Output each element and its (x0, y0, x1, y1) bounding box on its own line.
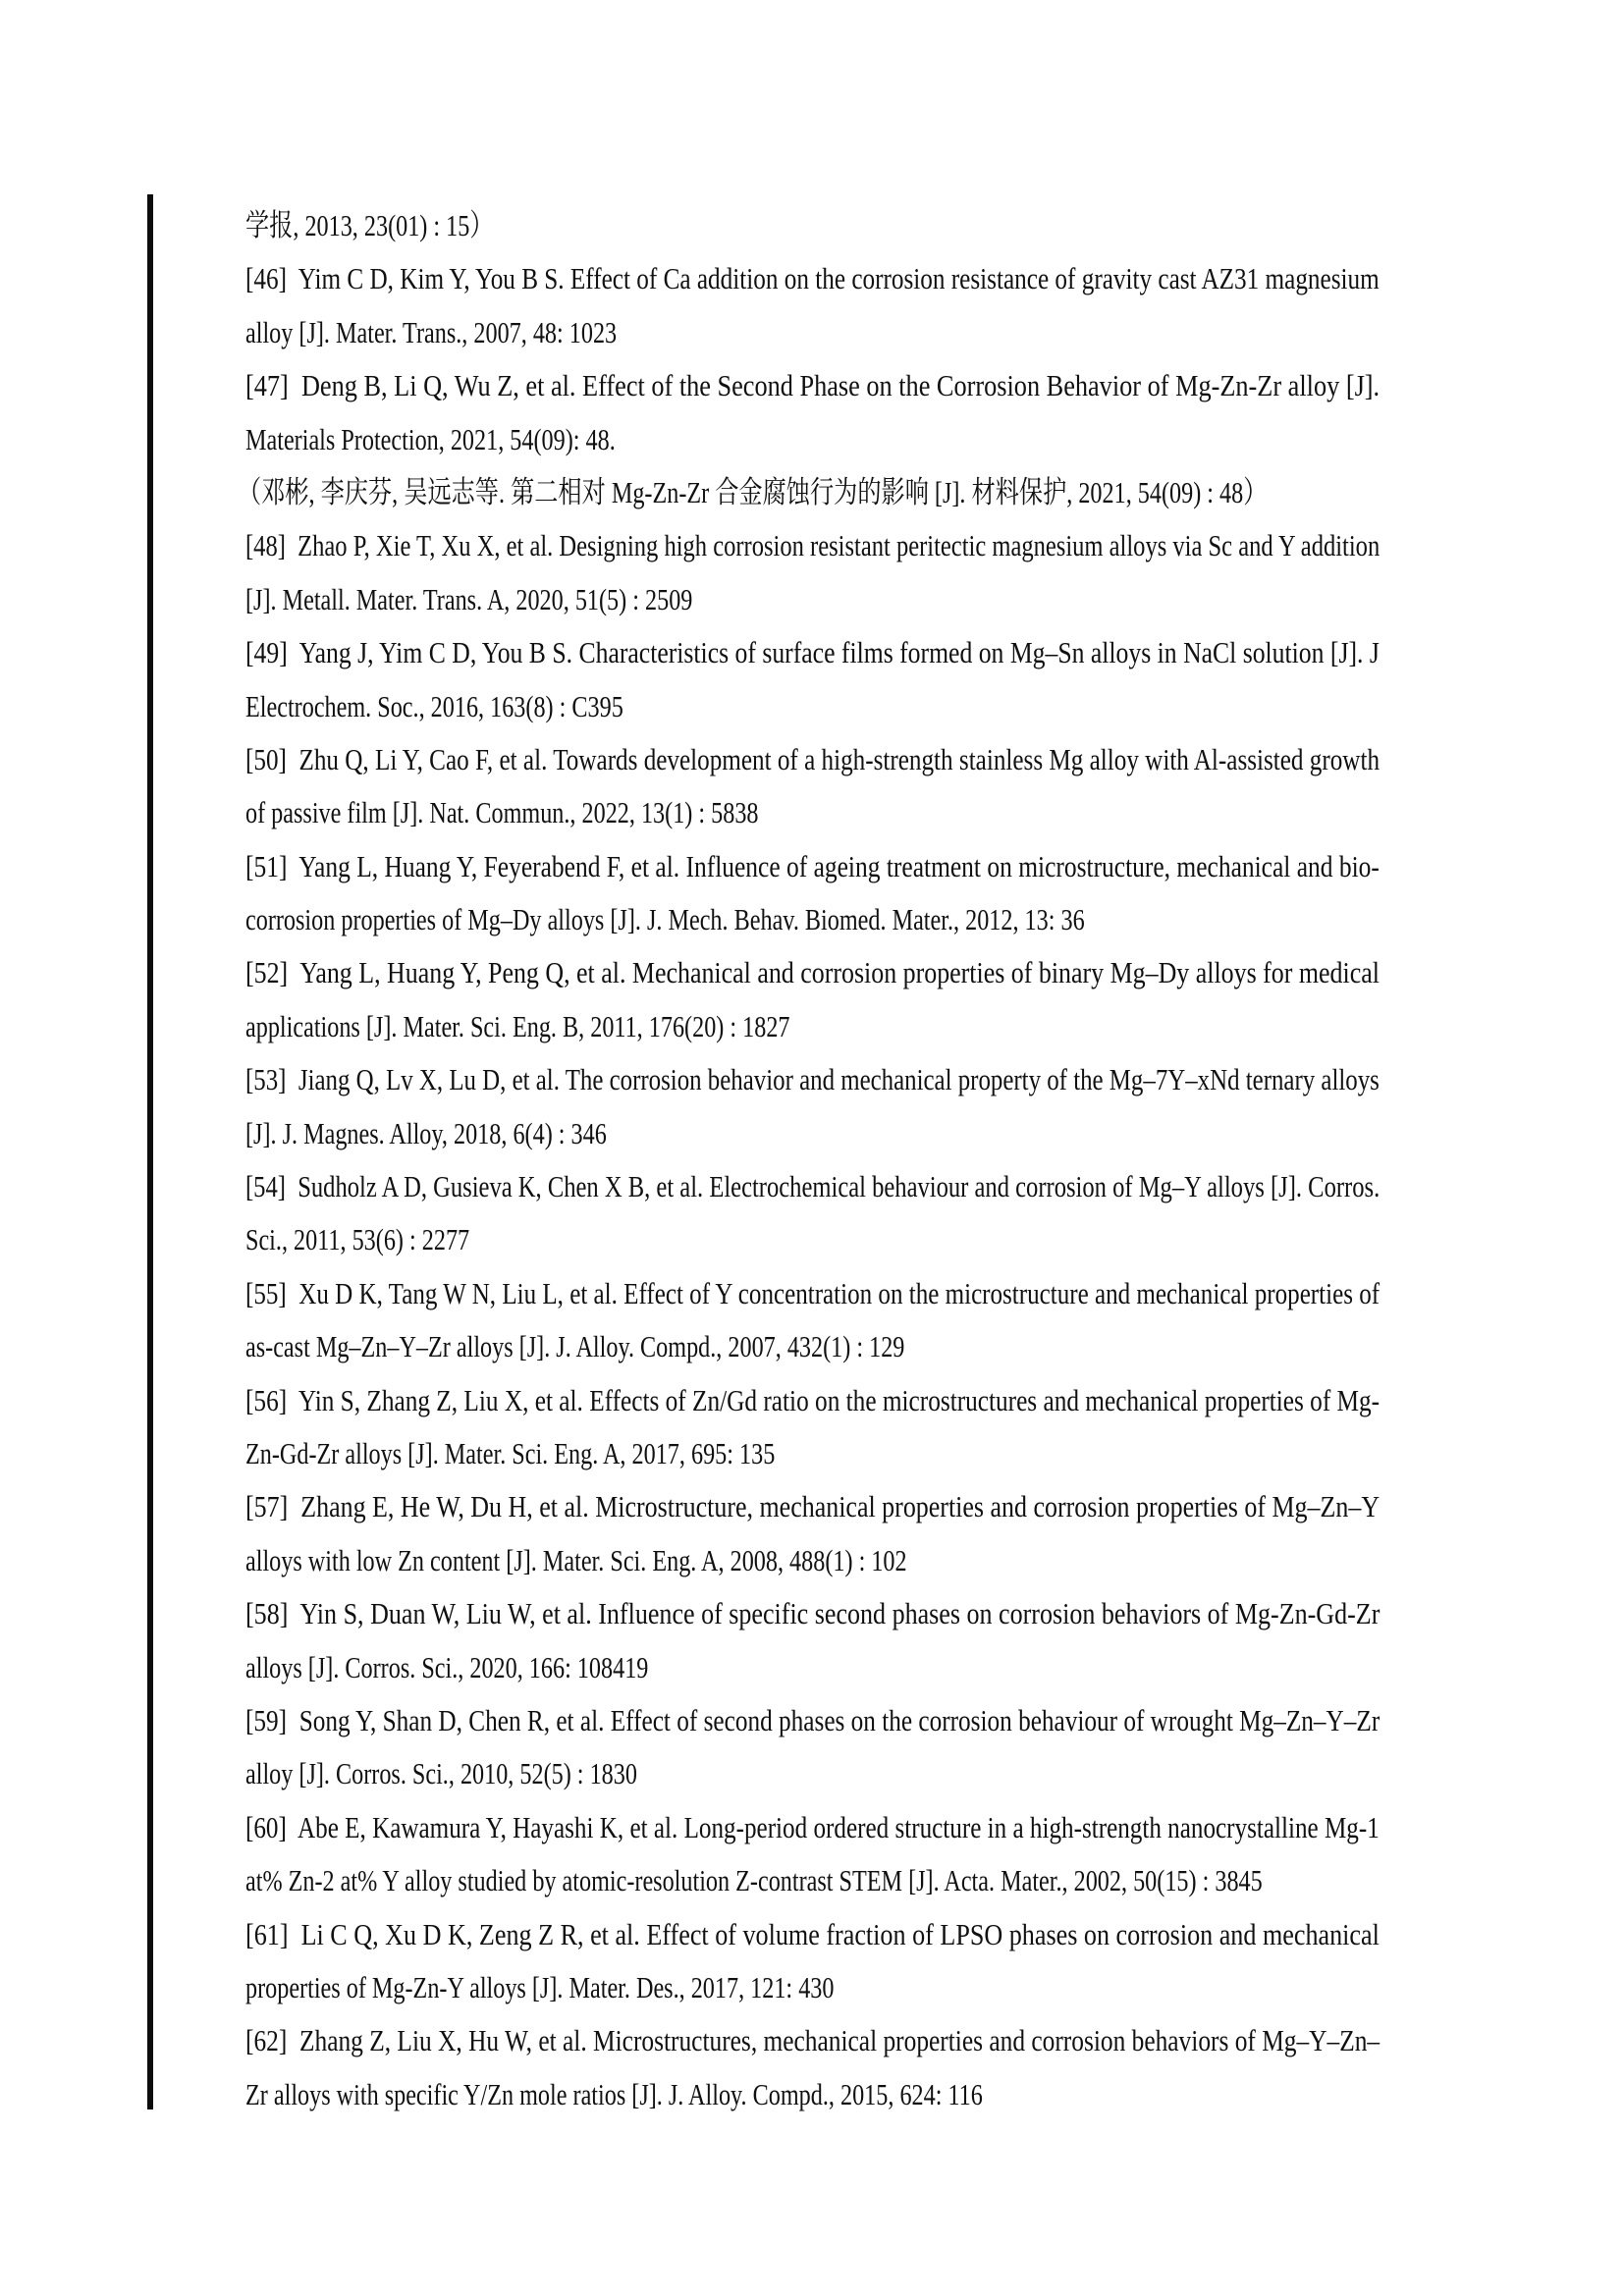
reference-line: [59] Song Y, Shan D, Chen R, et al. Effect of second phases on the corrosion behaviour of wrought Mg–Zn–Y–Zr (245, 1702, 1380, 1737)
reference-line: [60] Abe E, Kawamura Y, Hayashi K, et al. Long-period ordered structure in a high-strength nanocrystalline Mg-1 (245, 1809, 1380, 1844)
reference-line: alloys [J]. Corros. Sci., 2020, 166: 108419 (245, 1649, 649, 1684)
reference-line: alloy [J]. Mater. Trans., 2007, 48: 1023 (245, 314, 618, 349)
reference-line: properties of Mg-Zn-Y alloys [J]. Mater. Des., 2017, 121: 430 (245, 1969, 835, 2004)
references-text (238, 199, 1380, 2121)
left-margin-rule (147, 194, 153, 2109)
reference-line: 学报, 2013, 23(01) : 15） (245, 208, 494, 242)
reference-line: [57] Zhang E, He W, Du H, et al. Microstructure, mechanical properties and corrosion properties of Mg–Zn–Y (245, 1489, 1380, 1524)
reference-line: Materials Protection, 2021, 54(09): 48. (245, 421, 616, 456)
reference-line: [47] Deng B, Li Q, Wu Z, et al. Effect of the Second Phase on the Corrosion Behavior of Mg-Zn-Zr alloy [J]. (245, 368, 1380, 403)
reference-line: [56] Yin S, Zhang Z, Liu X, et al. Effects of Zn/Gd ratio on the microstructures and mechanical properties of Mg- (245, 1382, 1380, 1417)
reference-line: [61] Li C Q, Xu D K, Zeng Z R, et al. Effect of volume fraction of LPSO phases on corrosion and mechanical (245, 1916, 1380, 1951)
reference-line: [46] Yim C D, Kim Y, You B S. Effect of Ca addition on the corrosion resistance of gravity cast AZ31 magnesium (245, 261, 1380, 296)
reference-line: （邓彬, 李庆芬, 吴远志等. 第二相对 Mg-Zn-Zr 合金腐蚀行为的影响 [J]. 材料保护, 2021, 54(09) : 48） (238, 474, 1268, 509)
reference-line: at% Zn-2 at% Y alloy studied by atomic-resolution Z-contrast STEM [J]. Acta. Mater., 2002, 50(15) : 3845 (245, 1863, 1263, 1898)
reference-line: [62] Zhang Z, Liu X, Hu W, et al. Microstructures, mechanical properties and corrosion behaviors of Mg–Y–Zn– (245, 2023, 1380, 2058)
reference-line: [J]. Metall. Mater. Trans. A, 2020, 51(5) : 2509 (245, 581, 693, 616)
reference-line: alloy [J]. Corros. Sci., 2010, 52(5) : 1830 (245, 1756, 637, 1791)
reference-line: of passive film [J]. Nat. Commun., 2022, 13(1) : 5838 (245, 795, 759, 830)
reference-line: Zr alloys with specific Y/Zn mole ratios [J]. J. Alloy. Compd., 2015, 624: 116 (245, 2076, 983, 2111)
reference-line: applications [J]. Mater. Sci. Eng. B, 2011, 176(20) : 1827 (245, 1008, 790, 1043)
reference-line: as-cast Mg–Zn–Y–Zr alloys [J]. J. Alloy. Compd., 2007, 432(1) : 129 (245, 1329, 905, 1364)
reference-line: [55] Xu D K, Tang W N, Liu L, et al. Effect of Y concentration on the microstructure and mechanical properties of (245, 1275, 1380, 1310)
reference-line: alloys with low Zn content [J]. Mater. Sci. Eng. A, 2008, 488(1) : 102 (245, 1542, 907, 1577)
reference-line: [51] Yang L, Huang Y, Feyerabend F, et al. Influence of ageing treatment on microstructure, mechanical and bio- (245, 848, 1380, 883)
reference-line: corrosion properties of Mg–Dy alloys [J]. J. Mech. Behav. Biomed. Mater., 2012, 13: 36 (245, 902, 1085, 937)
reference-line: [J]. J. Magnes. Alloy, 2018, 6(4) : 346 (245, 1115, 607, 1150)
reference-line: Sci., 2011, 53(6) : 2277 (245, 1222, 470, 1257)
reference-line: [48] Zhao P, Xie T, Xu X, et al. Designing high corrosion resistant peritectic magnesium alloys via Sc and Y addition (245, 528, 1380, 563)
reference-line: [53] Jiang Q, Lv X, Lu D, et al. The corrosion behavior and mechanical property of the Mg–7Y–xNd ternary alloys (245, 1062, 1380, 1097)
reference-line: [58] Yin S, Duan W, Liu W, et al. Influence of specific second phases on corrosion behaviors of Mg-Zn-Gd-Zr (245, 1596, 1380, 1631)
reference-line: [54] Sudholz A D, Gusieva K, Chen X B, et al. Electrochemical behaviour and corrosion of Mg–Y alloys [J]. Corros. (245, 1169, 1380, 1204)
reference-line: [50] Zhu Q, Li Y, Cao F, et al. Towards development of a high-strength stainless Mg alloy with Al-assisted growth (245, 741, 1380, 776)
reference-line: Electrochem. Soc., 2016, 163(8) : C395 (245, 688, 623, 723)
reference-line: [49] Yang J, Yim C D, You B S. Characteristics of surface films formed on Mg–Sn alloys in NaCl solution [J]. J (245, 635, 1380, 670)
reference-line: Zn-Gd-Zr alloys [J]. Mater. Sci. Eng. A, 2017, 695: 135 (245, 1435, 776, 1470)
reference-line: [52] Yang L, Huang Y, Peng Q, et al. Mechanical and corrosion properties of binary Mg–Dy alloys for medical (245, 955, 1380, 990)
